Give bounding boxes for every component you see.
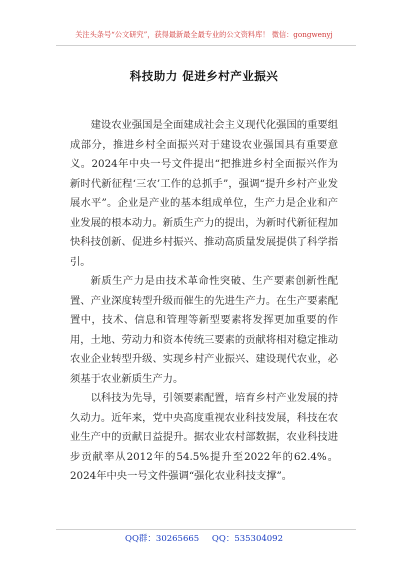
paragraph-3: 以科技为先导，引领要素配置，培育乡村产业发展的持久动力。近年来，党中央高度重视农业科技发展，科技在农业生产中的贡献日益提升。据农业农村部数据，农业科技进步贡献率从2012年的54.5%提升至2022年的62.4%。2024年中央一号文件强调“强化农业科技支撑”。 [70, 392, 338, 482]
paragraph-2: 新质生产力是由技术革命性突破、生产要素创新性配置、产业深度转型升级而催生的先进生产力。在生产要素配置中，技术、信息和管理等新型要素将发挥更加重要的作用，土地、劳动力和资本传统三要素的贡献将相对稳定推动农业企业转型升级、实现乡村产业振兴、建设现代农业，必须基于农业新质生产力。 [70, 275, 338, 385]
header-divider [56, 45, 356, 46]
promo-banner: 关注头条号“公文研究”，获得最新最全最专业的公文资料库！ 微信：gongwenyj [75, 30, 333, 39]
qq-group-text: QQ群：30265665 [124, 534, 200, 544]
page-title: 科技助力 促进乡村产业振兴 [129, 69, 279, 83]
qq-contact-text: QQ：535304092 [211, 534, 283, 544]
paragraph-1: 建设农业强国是全面建成社会主义现代化强国的重要组成部分，推进乡村全面振兴对于建设农业强国具有重要意义。2024年中央一号文件提出“把推进乡村全面振兴作为新时代新征程‘三农’工作的总抓手”，强调“提升乡村产业发展水平”。企业是产业的基本组成单位，生产力是企业和产业发展的根本动力。新质生产力的提出，为新时代新征程加快科技创新、促进乡村振兴、推动高质量发展提供了科学指引。 [70, 119, 338, 268]
footer-divider [56, 529, 356, 530]
document-body [70, 116, 338, 487]
contact-footer [0, 533, 408, 545]
